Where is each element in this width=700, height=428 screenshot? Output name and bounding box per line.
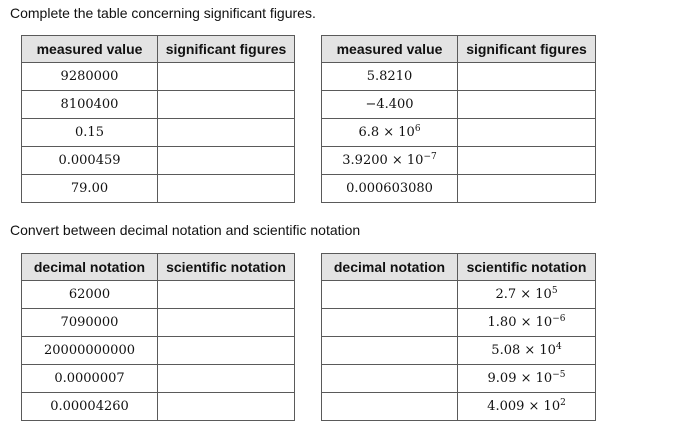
decimal-value-cell: 0.0000007 xyxy=(22,365,158,393)
measured-value-cell xyxy=(322,119,458,147)
value-exponent: −6 xyxy=(552,314,566,324)
value-exponent: 6 xyxy=(414,124,421,134)
value-coefficient: 2.7 × 10 xyxy=(495,287,552,302)
measured-value-cell: 0.000459 xyxy=(22,147,158,175)
answer-cell[interactable] xyxy=(322,309,458,337)
answer-cell[interactable] xyxy=(158,147,295,175)
answer-cell[interactable] xyxy=(158,309,295,337)
value-coefficient: 9.09 × 10 xyxy=(487,371,553,386)
measured-value-cell: 0.15 xyxy=(22,119,158,147)
table-row xyxy=(322,281,596,309)
table-row xyxy=(322,337,596,365)
table-row xyxy=(322,175,596,203)
value-coefficient: 5.8210 xyxy=(366,69,413,84)
answer-cell[interactable] xyxy=(158,393,295,421)
answer-cell[interactable] xyxy=(158,281,295,309)
answer-cell[interactable] xyxy=(158,91,295,119)
sig-figs-table-right xyxy=(321,35,596,203)
decimal-value-cell: 7090000 xyxy=(22,309,158,337)
header-decimal-notation: decimal notation xyxy=(322,254,458,281)
table-row xyxy=(22,119,295,147)
answer-cell[interactable] xyxy=(158,119,295,147)
value-coefficient: 0.000603080 xyxy=(346,181,433,196)
answer-cell[interactable] xyxy=(322,337,458,365)
table-row xyxy=(22,147,295,175)
scientific-value-cell xyxy=(458,393,596,421)
decimal-value-cell: 62000 xyxy=(22,281,158,309)
measured-value-cell: 79.00 xyxy=(22,175,158,203)
value-exponent: 2 xyxy=(560,398,566,408)
table-row xyxy=(22,393,295,421)
table-row xyxy=(22,337,295,365)
scientific-value-cell xyxy=(458,337,596,365)
table-row xyxy=(322,119,596,147)
table-row xyxy=(22,309,295,337)
header-measured-value: measured value xyxy=(22,36,158,63)
decimal-value-cell: 20000000000 xyxy=(22,337,158,365)
answer-cell[interactable] xyxy=(458,63,596,91)
answer-cell[interactable] xyxy=(458,175,596,203)
answer-cell[interactable] xyxy=(322,393,458,421)
table-row xyxy=(322,147,596,175)
table-row xyxy=(22,365,295,393)
table-row xyxy=(322,365,596,393)
measured-value-cell xyxy=(322,147,458,175)
measured-value-cell: 8100400 xyxy=(22,91,158,119)
answer-cell[interactable] xyxy=(322,281,458,309)
answer-cell[interactable] xyxy=(458,91,596,119)
answer-cell[interactable] xyxy=(458,147,596,175)
conversion-table-left xyxy=(21,253,295,421)
value-coefficient: 3.9200 × 10 xyxy=(342,153,424,168)
scientific-value-cell xyxy=(458,309,596,337)
header-scientific-notation: scientific notation xyxy=(458,254,596,281)
answer-cell[interactable] xyxy=(458,119,596,147)
measured-value-cell: 9280000 xyxy=(22,63,158,91)
table-row xyxy=(22,63,295,91)
value-coefficient: 4.009 × 10 xyxy=(487,399,561,414)
measured-value-cell xyxy=(322,63,458,91)
value-coefficient: 1.80 × 10 xyxy=(487,315,553,330)
value-exponent: −5 xyxy=(552,370,566,380)
sig-figs-table-left xyxy=(21,35,295,203)
value-coefficient: 5.08 × 10 xyxy=(491,343,556,358)
header-scientific-notation: scientific notation xyxy=(158,254,295,281)
convert-instruction: Convert between decimal notation and scientific notation xyxy=(10,222,361,238)
table-row xyxy=(22,281,295,309)
answer-cell[interactable] xyxy=(158,63,295,91)
decimal-value-cell: 0.00004260 xyxy=(22,393,158,421)
table-row xyxy=(22,91,295,119)
answer-cell[interactable] xyxy=(158,337,295,365)
value-coefficient: −4.400 xyxy=(365,97,414,112)
table-row xyxy=(22,175,295,203)
value-exponent: −7 xyxy=(423,152,437,162)
measured-value-cell xyxy=(322,175,458,203)
conversion-table-right xyxy=(321,253,596,421)
table-row xyxy=(322,63,596,91)
header-significant-figures: significant figures xyxy=(458,36,596,63)
table-row xyxy=(322,309,596,337)
header-significant-figures: significant figures xyxy=(158,36,295,63)
header-measured-value: measured value xyxy=(322,36,458,63)
answer-cell[interactable] xyxy=(322,365,458,393)
value-exponent: 4 xyxy=(555,342,562,352)
sig-figs-instruction: Complete the table concerning significant figures. xyxy=(10,5,316,21)
scientific-value-cell xyxy=(458,365,596,393)
answer-cell[interactable] xyxy=(158,175,295,203)
table-row xyxy=(322,91,596,119)
value-exponent: 5 xyxy=(551,286,558,296)
answer-cell[interactable] xyxy=(158,365,295,393)
value-coefficient: 6.8 × 10 xyxy=(358,125,415,140)
scientific-value-cell xyxy=(458,281,596,309)
table-row xyxy=(322,393,596,421)
header-decimal-notation: decimal notation xyxy=(22,254,158,281)
measured-value-cell xyxy=(322,91,458,119)
